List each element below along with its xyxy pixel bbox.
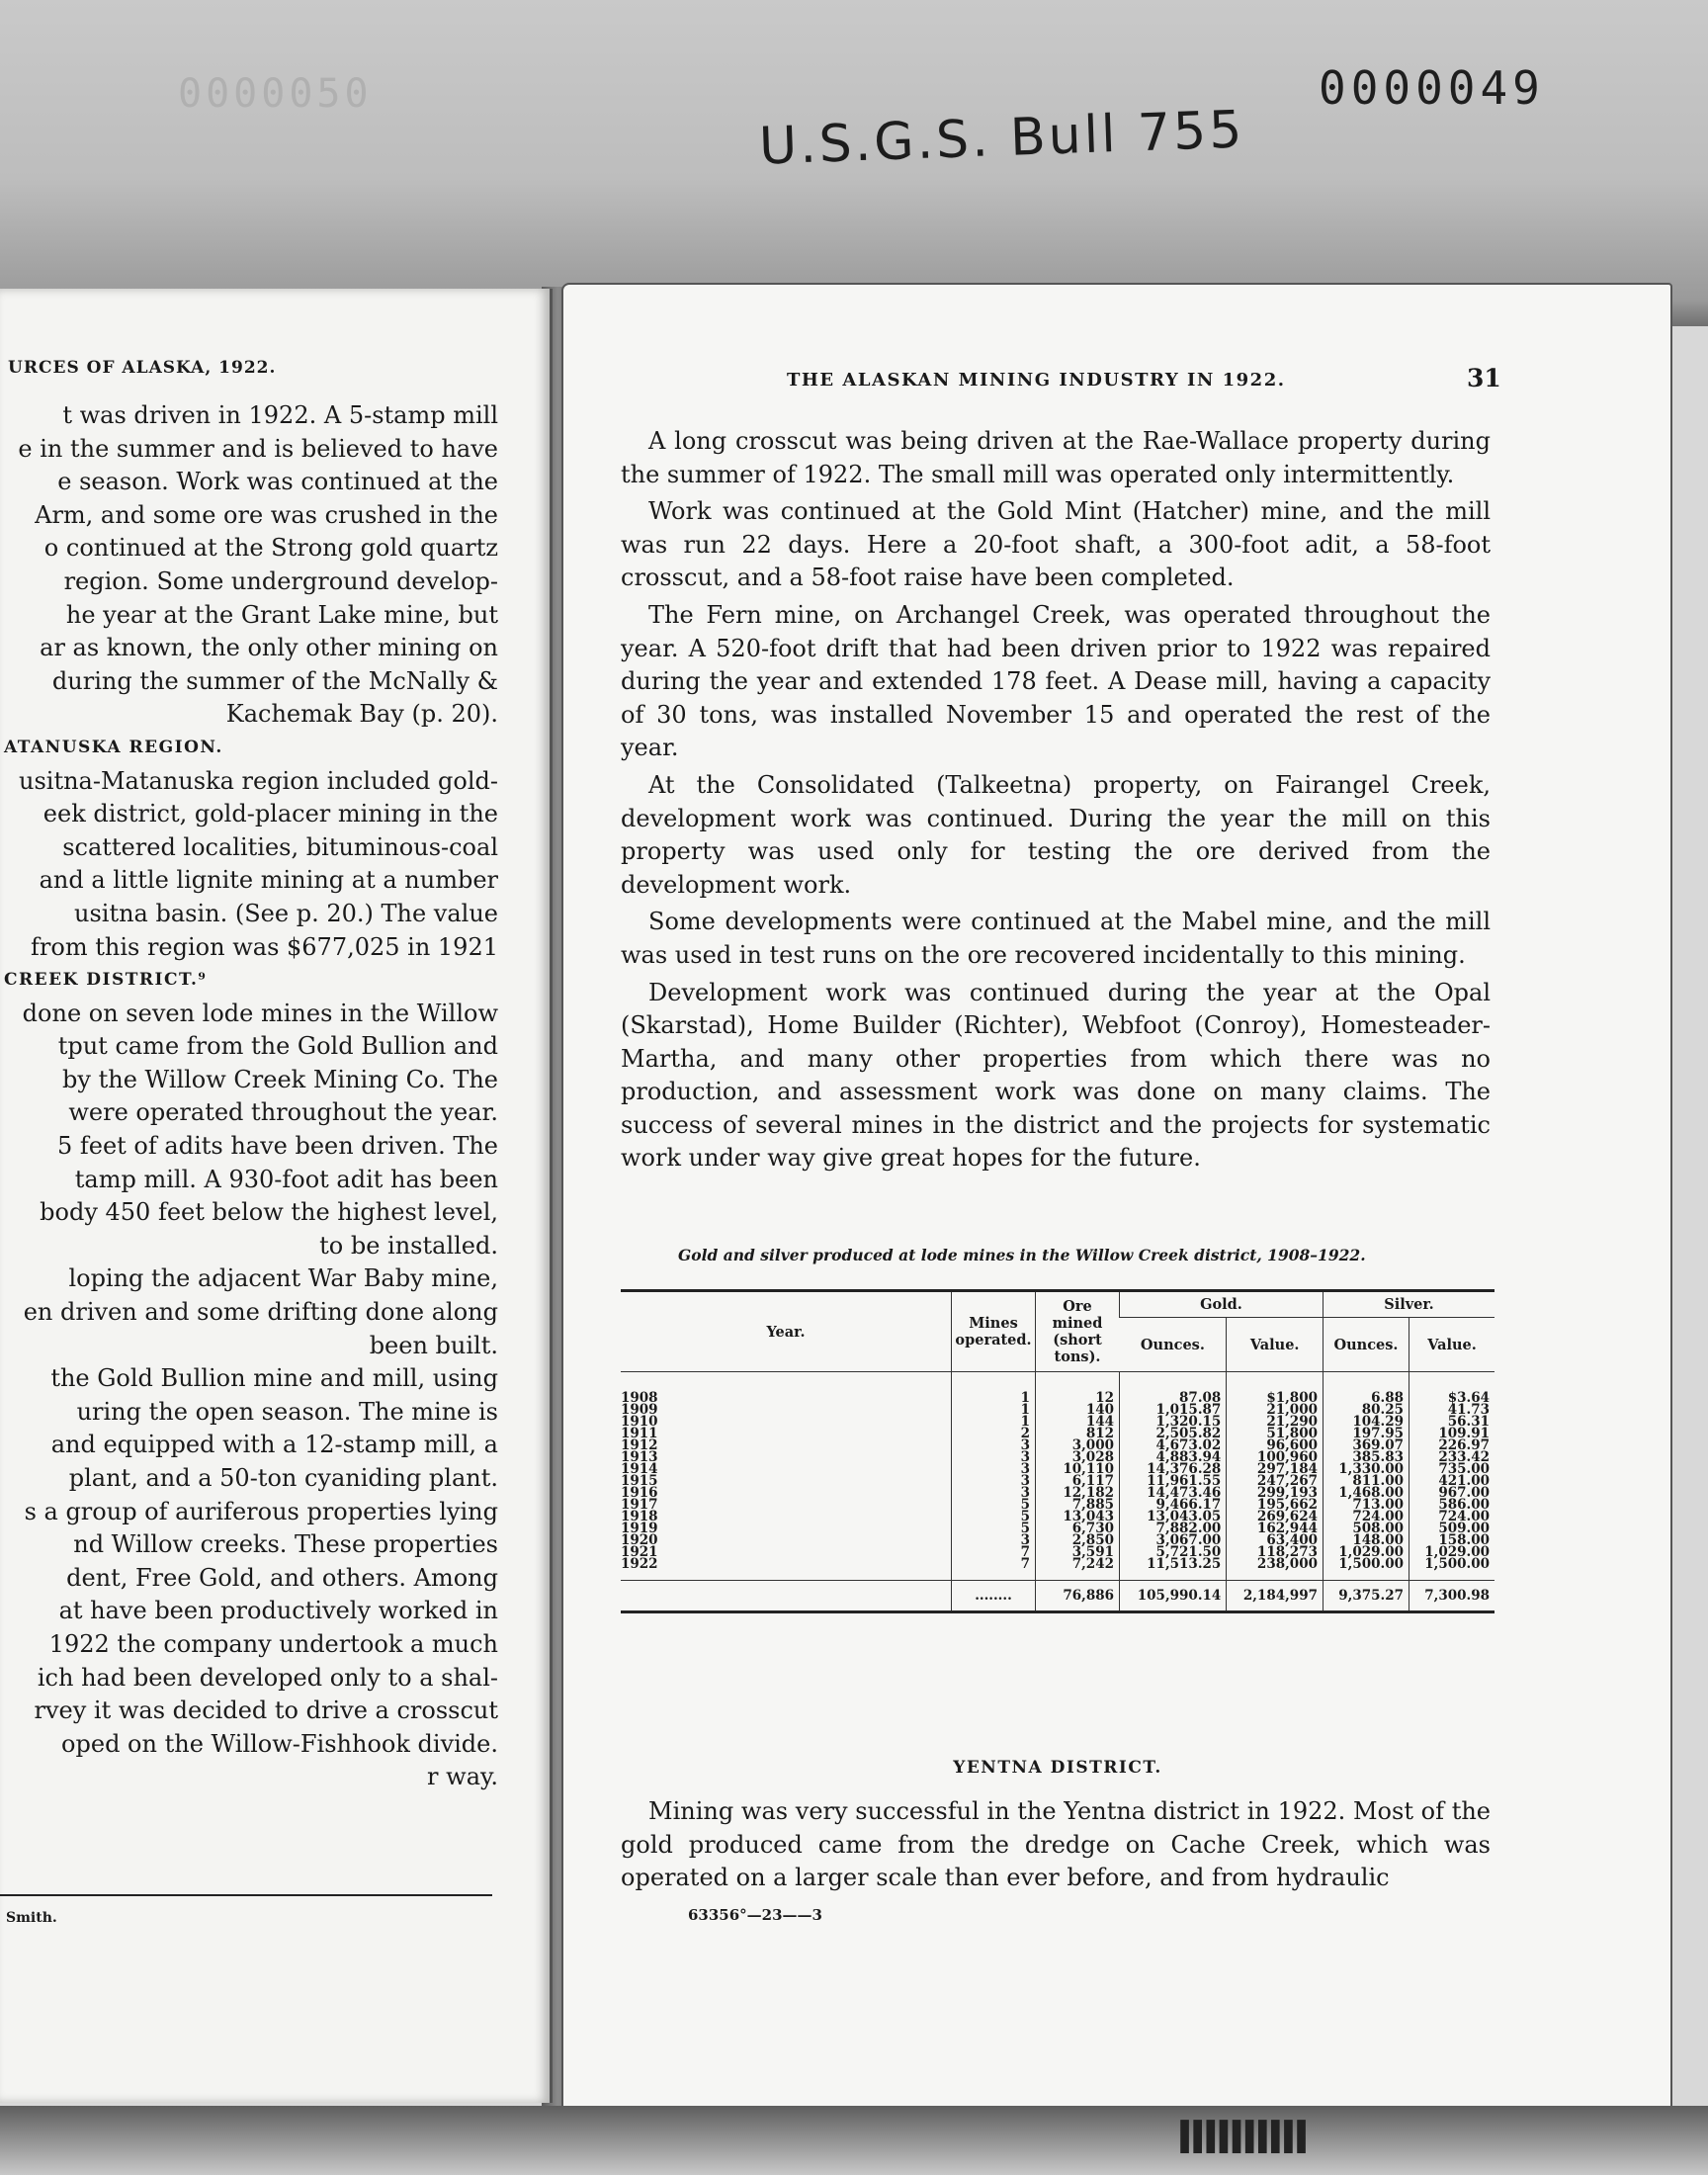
cell-silver-oz: 1,468.00 [1323,1487,1409,1499]
cell-gold-oz: 11,513.25 [1120,1558,1227,1581]
text-line: to be installed. [319,1231,498,1260]
text-line: were operated throughout the year. [68,1098,498,1127]
cell-mines: 5 [952,1499,1036,1511]
paragraph: Work was continued at the Gold Mint (Hatcher) mine, and the mill was run 22 days. Here a 20-foot shaft, a 300-foot adit, a 58-foot crosscut, and a 58-foot raise have been completed. [621,497,1491,592]
text-line: usitna basin. (See p. 20.) The value [74,899,498,927]
cell-year: 1915 [621,1473,658,1489]
cell-silver-val: 421.00 [1409,1475,1494,1487]
cell-gold-val: 21,000 [1227,1404,1324,1416]
table-caption: Gold and silver produced at lode mines in the Willow Creek district, 1908–1922. [678,1246,1366,1264]
cell-gold-oz: 13,043.05 [1120,1511,1227,1522]
cell-silver-oz: 508.00 [1323,1522,1409,1534]
cell-silver-val: 56.31 [1409,1416,1494,1428]
body-text [621,425,1491,1179]
cell-total-ore: 76,886 [1036,1581,1120,1612]
cell-year: 1916 [621,1485,658,1501]
left-running-head: URCES OF ALASKA, 1922. [8,358,277,378]
cell-ore: 3,028 [1036,1451,1120,1463]
cell-silver-val: 724.00 [1409,1511,1494,1522]
text-line: region. Some underground develop- [63,566,498,595]
cell-ore: 12,182 [1036,1487,1120,1499]
cell-total-mines: ........ [952,1581,1036,1612]
cell-gold-val: 299,193 [1227,1487,1324,1499]
cell-silver-val: 158.00 [1409,1534,1494,1546]
cell-gold-oz: 7,882.00 [1120,1522,1227,1534]
text-line: ich had been developed only to a shal- [37,1663,498,1692]
col-header-year: Year. [621,1291,952,1372]
section-heading: YENTNA DISTRICT. [953,1758,1162,1778]
left-footnote: Smith. [6,1910,57,1926]
cell-mines: 3 [952,1439,1036,1451]
table-row [621,1372,1494,1405]
text-line: e in the summer and is believed to have [18,434,498,463]
signature-mark: 63356°—23——3 [688,1906,822,1924]
cell-total-gold-oz: 105,990.14 [1120,1581,1227,1612]
production-table [621,1289,1494,1613]
paragraph: Development work was continued during the year at the Opal (Skarstad), Home Builder (Richter), Webfoot (Conroy), Homesteader-Martha, and many other properties from which there was no production, and assessment work was done on many claims. The success of several mines in the district and the projects for systematic work under way give great hopes for the future. [621,978,1491,1173]
cell-gold-val: $1,800 [1227,1372,1324,1405]
cell-silver-oz: 811.00 [1323,1475,1409,1487]
cell-year: 1914 [621,1461,658,1477]
text-line: scattered localities, bituminous-coal [62,832,498,861]
left-page [0,289,553,2103]
text-line: dent, Free Gold, and others. Among [66,1563,498,1592]
cell-year: 1913 [621,1449,658,1465]
cell-ore: 6,117 [1036,1475,1120,1487]
cell-silver-oz: 6.88 [1323,1372,1409,1405]
cell-mines: 3 [952,1487,1036,1499]
cell-gold-val: 247,267 [1227,1475,1324,1487]
cell-gold-val: 162,944 [1227,1522,1324,1534]
cell-mines: 3 [952,1534,1036,1546]
cell-mines: 3 [952,1475,1036,1487]
section-heading: CREEK DISTRICT.⁹ [4,970,208,991]
cell-silver-val: 509.00 [1409,1522,1494,1534]
cell-silver-oz: 1,029.00 [1323,1546,1409,1558]
cell-silver-oz: 197.95 [1323,1428,1409,1439]
cell-silver-val: 41.73 [1409,1404,1494,1416]
text-line: Arm, and some ore was crushed in the [35,500,498,529]
col-header-silver: Silver. [1323,1291,1494,1318]
footnote-rule [0,1894,492,1896]
cell-gold-val: 118,273 [1227,1546,1324,1558]
text-line: tput came from the Gold Bullion and [57,1032,498,1061]
cell-ore: 10,110 [1036,1463,1120,1475]
cell-year: 1910 [621,1414,658,1430]
text-line: oped on the Willow-Fishhook divide. [61,1729,498,1758]
col-header-gold-value: Value. [1227,1318,1324,1372]
cell-gold-val: 100,960 [1227,1451,1324,1463]
cell-silver-val: 226.97 [1409,1439,1494,1451]
text-line: t was driven in 1922. A 5-stamp mill [62,401,498,429]
cell-gold-oz: 4,883.94 [1120,1451,1227,1463]
scan-background-bottom [0,2106,1708,2175]
text-line: tamp mill. A 930-foot adit has been [74,1165,498,1193]
cell-mines: 7 [952,1546,1036,1558]
text-line: uring the open season. The mine is [76,1397,498,1426]
cell-mines: 2 [952,1428,1036,1439]
cell-silver-val: 586.00 [1409,1499,1494,1511]
cell-gold-val: 297,184 [1227,1463,1324,1475]
cell-ore: 12 [1036,1372,1120,1405]
cell-silver-val: $3.64 [1409,1372,1494,1405]
text-line: plant, and a 50-ton cyaniding plant. [68,1464,498,1492]
cell-year: 1909 [621,1402,658,1418]
col-header-silver-ounces: Ounces. [1323,1318,1409,1372]
cell-ore: 2,850 [1036,1534,1120,1546]
paragraph: The Fern mine, on Archangel Creek, was operated throughout the year. A 520-foot drift that had been driven prior to 1922 was repaired during the year and extended 178 feet. A Dease mill, having a capacity of 30 tons, was installed November 15 and operated the rest of the year. [621,600,1491,762]
text-line: and equipped with a 12-stamp mill, a [50,1431,498,1459]
table-body [621,1372,1494,1612]
cell-ore: 6,730 [1036,1522,1120,1534]
cell-year: 1920 [621,1532,658,1548]
cell-mines: 5 [952,1511,1036,1522]
cell-gold-oz: 4,673.02 [1120,1439,1227,1451]
text-line: during the summer of the McNally & [51,666,498,695]
cell-silver-val: 1,500.00 [1409,1558,1494,1581]
cell-mines: 1 [952,1404,1036,1416]
cell-ore: 7,885 [1036,1499,1120,1511]
text-line: eek district, gold-placer mining in the [43,800,498,828]
cell-gold-oz: 5,721.50 [1120,1546,1227,1558]
cell-gold-oz: 1,015.87 [1120,1404,1227,1416]
cell-silver-oz: 104.29 [1323,1416,1409,1428]
cell-ore: 812 [1036,1428,1120,1439]
paragraph: Mining was very successful in the Yentna district in 1922. Most of the gold produced came from the dredge on Cache Creek, which was operated on a larger scale than ever before, and from hydraulic [621,1797,1491,1892]
cell-gold-val: 238,000 [1227,1558,1324,1581]
cell-silver-oz: 1,330.00 [1323,1463,1409,1475]
text-line: at have been productively worked in [58,1597,498,1625]
cell-gold-oz: 14,376.28 [1120,1463,1227,1475]
right-page [561,283,1672,2121]
text-line: 1922 the company undertook a much [48,1629,498,1658]
cell-silver-oz: 1,500.00 [1323,1558,1409,1581]
col-header-silver-value: Value. [1409,1318,1494,1372]
paragraph: A long crosscut was being driven at the Rae-Wallace property during the summer of 1922. The small mill was operated only intermittently. [621,427,1491,488]
cell-gold-oz: 1,320.15 [1120,1416,1227,1428]
cell-ore: 144 [1036,1416,1120,1428]
handwritten-note: U.S.G.S. Bull 755 [758,100,1246,177]
cell-mines: 3 [952,1451,1036,1463]
cell-gold-val: 195,662 [1227,1499,1324,1511]
cell-ore: 7,242 [1036,1558,1120,1581]
text-line: 5 feet of adits have been driven. The [56,1132,498,1161]
production-table-wrap [621,1289,1494,1613]
cell-gold-oz: 14,473.46 [1120,1487,1227,1499]
cell-silver-val: 109.91 [1409,1428,1494,1439]
cell-ore: 3,591 [1036,1546,1120,1558]
cell-silver-oz: 385.83 [1323,1451,1409,1463]
ghost-page-number: 0000050 [178,71,373,117]
cell-total-silver-oz: 9,375.27 [1323,1581,1409,1612]
cell-year: 1917 [621,1497,658,1513]
cell-gold-val: 96,600 [1227,1439,1324,1451]
cell-silver-val: 1,029.00 [1409,1546,1494,1558]
cell-year: 1918 [621,1509,658,1524]
text-line: r way. [427,1763,498,1791]
text-line: o continued at the Strong gold quartz [43,534,498,563]
col-header-mines: Mines operated. [952,1291,1036,1372]
cell-gold-oz: 87.08 [1120,1372,1227,1405]
text-line: rvey it was decided to drive a crosscut [34,1696,498,1725]
text-line: s a group of auriferous properties lying [24,1497,498,1525]
cell-silver-oz: 148.00 [1323,1534,1409,1546]
cell-ore: 13,043 [1036,1511,1120,1522]
table-row [621,1558,1494,1581]
page-number: 31 [1467,364,1501,392]
cell-gold-oz: 3,067.00 [1120,1534,1227,1546]
cell-mines: 3 [952,1463,1036,1475]
cell-gold-val: 51,800 [1227,1428,1324,1439]
cell-silver-oz: 80.25 [1323,1404,1409,1416]
body-text-continued [621,1795,1491,1899]
cell-silver-oz: 369.07 [1323,1439,1409,1451]
stamped-page-number: 0000049 [1319,61,1545,115]
text-line: body 450 feet below the highest level, [40,1198,498,1227]
cell-gold-val: 21,290 [1227,1416,1324,1428]
right-running-head: THE ALASKAN MINING INDUSTRY IN 1922. [787,370,1286,391]
text-line: from this region was $677,025 in 1921 [31,932,498,961]
cell-mines: 7 [952,1558,1036,1581]
cell-gold-oz: 2,505.82 [1120,1428,1227,1439]
cell-mines: 1 [952,1416,1036,1428]
text-line: he year at the Grant Lake mine, but [65,600,498,629]
table-total-row [621,1581,1494,1612]
cell-year: 1922 [621,1556,658,1572]
cell-silver-oz: 713.00 [1323,1499,1409,1511]
cell-gold-oz: 9,466.17 [1120,1499,1227,1511]
text-line: nd Willow creeks. These properties [73,1530,498,1559]
cell-mines: 1 [952,1372,1036,1405]
cell-gold-val: 63,400 [1227,1534,1324,1546]
cell-silver-val: 735.00 [1409,1463,1494,1475]
cell-year: 1908 [621,1390,658,1406]
text-line: usitna-Matanuska region included gold- [19,766,498,795]
cell-year: 1919 [621,1521,658,1536]
cell-year: 1912 [621,1437,658,1453]
text-line: done on seven lode mines in the Willow [22,999,498,1027]
text-line: by the Willow Creek Mining Co. The [62,1065,498,1093]
text-line: en driven and some drifting done along [23,1298,498,1327]
cell-ore: 140 [1036,1404,1120,1416]
paragraph: Some developments were continued at the Mabel mine, and the mill was used in test runs on the ore recovered incidentally to this mining. [621,908,1491,969]
col-header-gold-ounces: Ounces. [1120,1318,1227,1372]
text-line: loping the adjacent War Baby mine, [68,1264,498,1293]
cell-silver-val: 967.00 [1409,1487,1494,1499]
col-header-gold: Gold. [1120,1291,1324,1318]
cell-silver-oz: 724.00 [1323,1511,1409,1522]
cell-mines: 5 [952,1522,1036,1534]
paragraph: At the Consolidated (Talkeetna) property, on Fairangel Creek, development work was continued. During the year the mill on this property was used only for testing the ore derived from the development work. [621,770,1491,899]
cell-year: 1921 [621,1544,658,1560]
col-header-ore: Ore mined (short tons). [1036,1291,1120,1372]
text-line: ar as known, the only other mining on [40,634,498,662]
cell-year: 1911 [621,1426,658,1441]
text-line: Kachemak Bay (p. 20). [225,700,498,729]
cell-ore: 3,000 [1036,1439,1120,1451]
cell-silver-val: 233.42 [1409,1451,1494,1463]
text-line: been built. [369,1331,498,1359]
cell-total-label [621,1581,952,1612]
text-line: and a little lignite mining at a number [39,866,498,895]
left-page-text [0,399,542,1794]
cell-total-silver-val: 7,300.98 [1409,1581,1494,1612]
text-line: e season. Work was continued at the [57,468,498,496]
text-line: the Gold Bullion mine and mill, using [50,1364,498,1393]
cell-gold-oz: 11,961.55 [1120,1475,1227,1487]
scan-edge-marks: IIIIIIIIII [1176,2111,1307,2164]
section-heading: ATANUSKA REGION. [4,737,223,757]
cell-total-gold-val: 2,184,997 [1227,1581,1324,1612]
cell-gold-val: 269,624 [1227,1511,1324,1522]
